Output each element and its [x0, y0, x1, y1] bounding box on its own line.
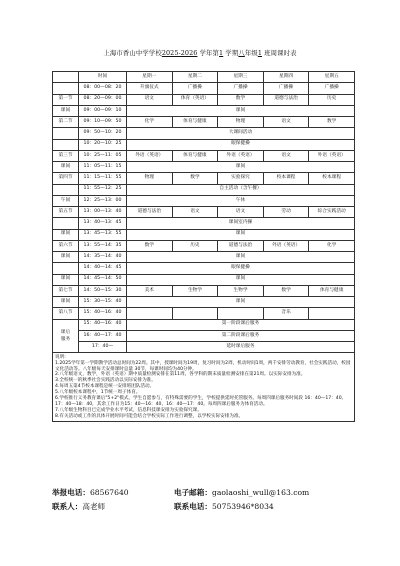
period-label [53, 218, 79, 229]
subject-cell: 生物学 [218, 285, 264, 296]
subject-cell: 语文 [127, 94, 173, 105]
subject-cell: 外语（英语） [263, 240, 309, 251]
period-label: 第七节 [53, 285, 79, 296]
note-line: 1.2025学年第一学期教学活动总时间为22周。其中，授课时间为19周，复习时间为2周，机动时间1周，两千安排劳动教育，社会实践活动，校园文化活动等。八年级每天安排课时总量 30节，每课时间均为40分钟。 [55, 360, 351, 372]
time-cell: 11：05—11：15 [79, 162, 127, 173]
period-label: 课间 [53, 162, 79, 173]
grade-suffix: 年级 [244, 49, 258, 57]
time-cell: 13：45—13：55 [79, 229, 127, 240]
subject-cell: 外语（英语） [127, 150, 173, 161]
timetable-row [53, 207, 355, 218]
header-row [53, 72, 355, 83]
report-phone: 68567640 [89, 488, 129, 497]
period-label: 第一节 [53, 94, 79, 105]
subject-cell: 化学 [127, 117, 173, 128]
weekly-timetable [52, 71, 355, 422]
timetable-row [53, 252, 355, 263]
subject-cell: 数学 [172, 173, 218, 184]
subject-cell: 道德与法治 [127, 207, 173, 218]
subject-cell: 生物学 [172, 285, 218, 296]
class-suffix: 班周课时表 [264, 49, 297, 57]
subject-cell: 化学 [309, 240, 355, 251]
activity-cell: 第一阶段课后服务 [127, 319, 355, 330]
subject-cell: 语文 [263, 117, 309, 128]
timetable-row [53, 319, 355, 330]
note-line: 3.全校统一的秋季社会实践活动以实际安排为准。 [55, 378, 156, 384]
period-label [53, 139, 79, 150]
header-cell: 星期五 [309, 72, 355, 83]
time-cell: 10：25—11：05 [79, 150, 127, 161]
subject-cell: 广播操 [309, 83, 355, 94]
activity-cell: 午休 [127, 195, 355, 206]
timetable-row [53, 184, 355, 195]
timetable-row [53, 150, 355, 161]
timetable-row [53, 240, 355, 251]
time-cell: 09：10—09：50 [79, 117, 127, 128]
subject-cell: 语文 [218, 207, 264, 218]
header-cell: 星期二 [172, 72, 218, 83]
timetable-row [53, 297, 355, 308]
subject-cell: 物理 [127, 173, 173, 184]
period-label: 课间 [53, 229, 79, 240]
timetable-row [53, 162, 355, 173]
contact-label: 联系人： [52, 502, 83, 511]
time-cell: 13：00—13：40 [79, 207, 127, 218]
subject-cell: 道德与法治 [218, 240, 264, 251]
timetable-row [53, 342, 355, 353]
activity-cell: 课间 [127, 229, 355, 240]
subject-cell: 实验探究 [218, 173, 264, 184]
contact-phone: 50753946*8034 [211, 502, 274, 511]
period-label: 第六节 [53, 240, 79, 251]
time-cell: 17：40— [79, 342, 127, 353]
subject-cell: 历史 [172, 240, 218, 251]
period-label: 第五节 [53, 207, 79, 218]
header-cell [53, 72, 79, 83]
note-line: 6.学校推行义务教育课后"5+2"模式，学生自愿参与，有特殊需要的学生，学校提供延时托管服务。每周四课后服务时间段 16：40—17：40、17：40—18：40，其余工作日为15：40—16：40、16：40—17：40。每周四课后服务为体育活动。 [55, 395, 347, 407]
subject-cell [127, 308, 173, 319]
timetable-row [53, 330, 355, 341]
period-label: 午间 [53, 195, 79, 206]
header-cell: 时间 [79, 72, 127, 83]
header-cell: 星期一 [127, 72, 173, 83]
note-line: 7.八年级生物科目已完成学业水平考试，信息科技课安排为实验探究课。 [55, 407, 202, 413]
activity-cell: 课间 [127, 297, 355, 308]
report-phone-label: 举报电话： [52, 488, 90, 497]
time-cell: 13：40—13：45 [79, 218, 127, 229]
after-school-label: 课后服务 [53, 319, 79, 353]
subject-cell: 劳动 [263, 207, 309, 218]
email: gaolaoshi_wull@163.com [211, 488, 310, 497]
contact-person: 高老师 [82, 502, 106, 511]
timetable-row [53, 94, 355, 105]
timetable-row [53, 139, 355, 150]
subject-cell: 数学 [309, 117, 355, 128]
notes-row [53, 353, 355, 422]
subject-cell: 数学 [263, 285, 309, 296]
subject-cell: 校本课程 [309, 173, 355, 184]
subject-cell: 语文 [172, 207, 218, 218]
subject-cell: 广播操 [172, 83, 218, 94]
time-cell: 16：40—17：40 [79, 330, 127, 341]
notes-cell [53, 353, 355, 422]
note-line: 4.每周五第4节校本课程是统一安排班团队活动。 [55, 384, 155, 390]
time-cell: 15：40—16：40 [79, 319, 127, 330]
timetable-row [53, 128, 355, 139]
timetable-row [53, 274, 355, 285]
subject-cell: 综合实践活动 [309, 207, 355, 218]
time-cell: 09：00—09：10 [79, 105, 127, 116]
subject-cell: 体育与健康 [172, 117, 218, 128]
activity-cell: 大课间活动 [127, 128, 355, 139]
timetable-row [53, 308, 355, 319]
activity-cell: 眼保健操 [127, 139, 355, 150]
subject-cell [172, 308, 218, 319]
timetable-title [0, 48, 400, 57]
class-number: 1 [257, 49, 262, 57]
period-label: 第八节 [53, 308, 79, 319]
subject-cell: 道德与法治 [263, 94, 309, 105]
time-cell: 08：00—08：20 [79, 83, 127, 94]
time-cell: 14：35—14：40 [79, 252, 127, 263]
header-cell: 星期四 [263, 72, 309, 83]
activity-cell: 自主活动（含午餐） [127, 184, 355, 195]
period-label: 第三节 [53, 150, 79, 161]
timetable-row [53, 83, 355, 94]
subject-cell: 历史 [309, 94, 355, 105]
subject-cell: 外语（英语） [218, 150, 264, 161]
subject-cell [218, 308, 264, 319]
note-line: 5.八年级校本课程中，1节统一周子体育。 [55, 390, 141, 395]
footer-contact-row [52, 501, 372, 512]
time-cell: 09：50—10：20 [79, 128, 127, 139]
time-cell: 11：15—11：55 [79, 173, 127, 184]
subject-cell: 校本课程 [263, 173, 309, 184]
note-line: 2.八年级语文，数学，外语（英语）期中质量检测安排在第11周，各学科的期末质量检测安排在第21周。以实际安排为准。 [55, 372, 306, 378]
subject-cell: 音乐 [263, 308, 309, 319]
time-cell: 12：25—13：00 [79, 195, 127, 206]
timetable-row [53, 218, 355, 229]
time-cell: 13：55—14：35 [79, 240, 127, 251]
timetable-row [53, 285, 355, 296]
time-cell: 11：55—12：25 [79, 184, 127, 195]
period-label: 第二节 [53, 117, 79, 128]
timetable-row [53, 105, 355, 116]
subject-cell: 体育与健康 [309, 285, 355, 296]
subject-cell: 外语（英语） [309, 150, 355, 161]
period-label: 课间 [53, 105, 79, 116]
activity-cell: 课间 [127, 105, 355, 116]
timetable-row [53, 117, 355, 128]
subject-cell: 体育（英语） [172, 94, 218, 105]
activity-cell: 课间室内操 [127, 218, 355, 229]
subject-cell: 数学 [127, 240, 173, 251]
time-cell: 15：30—15：40 [79, 297, 127, 308]
grade-number: 八 [238, 49, 245, 57]
school-name: 上海市香山中学学校 [103, 49, 162, 57]
footer-report-row [52, 487, 372, 498]
activity-cell: 眼保健操 [127, 263, 355, 274]
period-label [53, 263, 79, 274]
activity-cell: 课间 [127, 162, 355, 173]
activity-cell: 延时课后服务 [127, 342, 355, 353]
subject-cell: 数学 [218, 94, 264, 105]
time-cell: 14：45—14：50 [79, 274, 127, 285]
period-label: 课间 [53, 274, 79, 285]
subject-cell: 物理 [218, 117, 264, 128]
note-line: 说明: [55, 354, 66, 360]
activity-cell: 课间 [127, 252, 355, 263]
activity-cell: 第二阶段课后服务 [127, 330, 355, 341]
time-cell: 08：20—09：00 [79, 94, 127, 105]
year-suffix: 学年第 [199, 49, 220, 57]
time-cell: 10：20—10：25 [79, 139, 127, 150]
note-line: 8.有关活动或工作的具体开展时间可能会结合学校实际工作进行调整，以学校实际安排为准。 [55, 413, 244, 419]
email-label: 电子邮箱： [174, 488, 212, 497]
subject-cell: 美术 [127, 285, 173, 296]
time-cell: 15：40—16：40 [79, 308, 127, 319]
time-cell: 14：50—15：30 [79, 285, 127, 296]
contact-phone-label: 联系电话： [174, 502, 212, 511]
timetable-row [53, 195, 355, 206]
subject-cell: 广播操 [263, 83, 309, 94]
term-number: 1 [219, 49, 224, 57]
school-year: 2025-2026 [161, 49, 198, 57]
subject-cell: 广播操 [218, 83, 264, 94]
term-suffix: 学期 [225, 49, 239, 57]
header-cell: 星期三 [218, 72, 264, 83]
subject-cell: 语文 [263, 150, 309, 161]
period-label: 第四节 [53, 173, 79, 184]
timetable-row [53, 263, 355, 274]
period-label: 课间 [53, 252, 79, 263]
period-label [53, 83, 79, 94]
period-label: 课间 [53, 297, 79, 308]
subject-cell [309, 308, 355, 319]
timetable-row [53, 229, 355, 240]
subject-cell: 体育与健康 [172, 150, 218, 161]
period-label [53, 128, 79, 139]
time-cell: 14：40—14：45 [79, 263, 127, 274]
activity-cell: 课间 [127, 274, 355, 285]
timetable-row [53, 173, 355, 184]
subject-cell: 升旗仪式 [127, 83, 173, 94]
period-label [53, 184, 79, 195]
